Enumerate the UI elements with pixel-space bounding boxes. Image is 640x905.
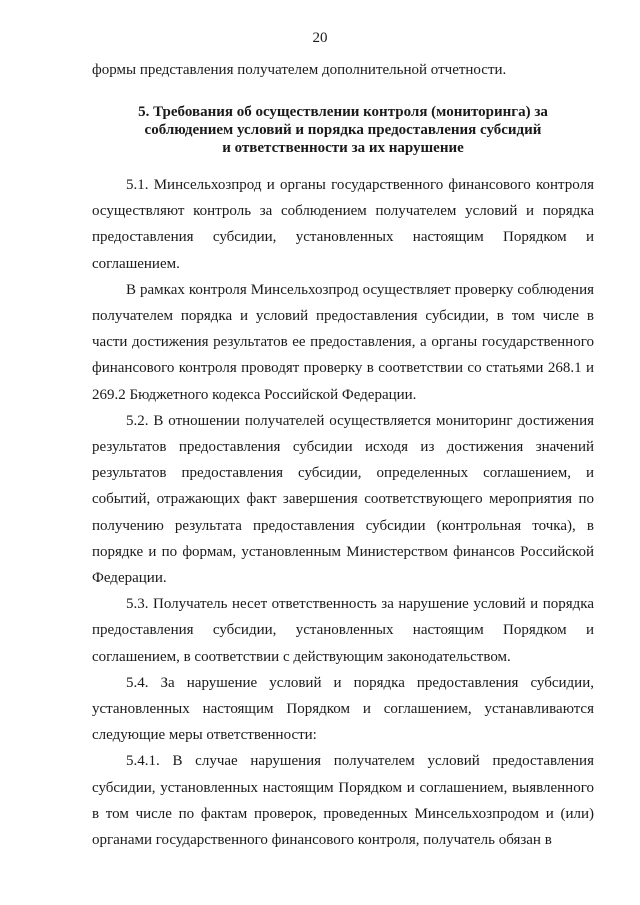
paragraph-5-1: 5.1. Минсельхозпрод и органы государственного финансового контроля осуществляют контроль за соблюдением получателем условий и порядка предоставления субсидии, установленных настоящим Порядком и соглашением. [92,177,594,272]
paragraph-5-2: 5.2. В отношении получателей осуществляется мониторинг достижения результатов предоставления субсидии исходя из достижения значений результатов предоставления субсидии, определенных соглашением, и событий, отражающих факт завершения соответствующего мероприятия по получению результата предоставления субсидии (контрольная точка), в порядке и по формам, установленным Министерством финансов Российской Федерации. [92,412,594,587]
section-heading-line-3: и ответственности за их нарушение [222,140,464,156]
section-heading [92,103,594,157]
paragraph-5-3: 5.3. Получатель несет ответственность за нарушение условий и порядка предоставления субсидии, установленных настоящим Порядком и соглашением, в соответствии с действующим законодательством. [92,596,594,665]
lead-line: формы представления получателем дополнительной отчетности. [92,62,507,78]
body-text [92,172,594,853]
paragraph-control: В рамках контроля Минсельхозпрод осуществляет проверку соблюдения получателем порядка и условий предоставления субсидии, в том числе в части достижения результатов ее предоставления, а органы государственного финансового контроля проводят проверку в соответствии со статьями 268.1 и 269.2 Бюджетного кодекса Российской Федерации. [92,281,594,403]
section-heading-line-1: 5. Требования об осуществлении контроля (мониторинга) за [138,104,548,120]
page-number: 20 [312,30,328,46]
paragraph-5-4-1: 5.4.1. В случае нарушения получателем условий предоставления субсидии, установленных настоящим Порядком и соглашением, выявленного в том числе по фактам проверок, проведенных Минсельхозпродом и (или) органами государственного финансового контроля, получатель обязан в [92,753,594,849]
paragraph-5-4: 5.4. За нарушение условий и порядка предоставления субсидии, установленных настоящим Порядком и соглашением, устанавливаются следующие меры ответственности: [92,674,594,744]
section-heading-line-2: соблюдением условий и порядка предоставления субсидий [144,122,542,138]
